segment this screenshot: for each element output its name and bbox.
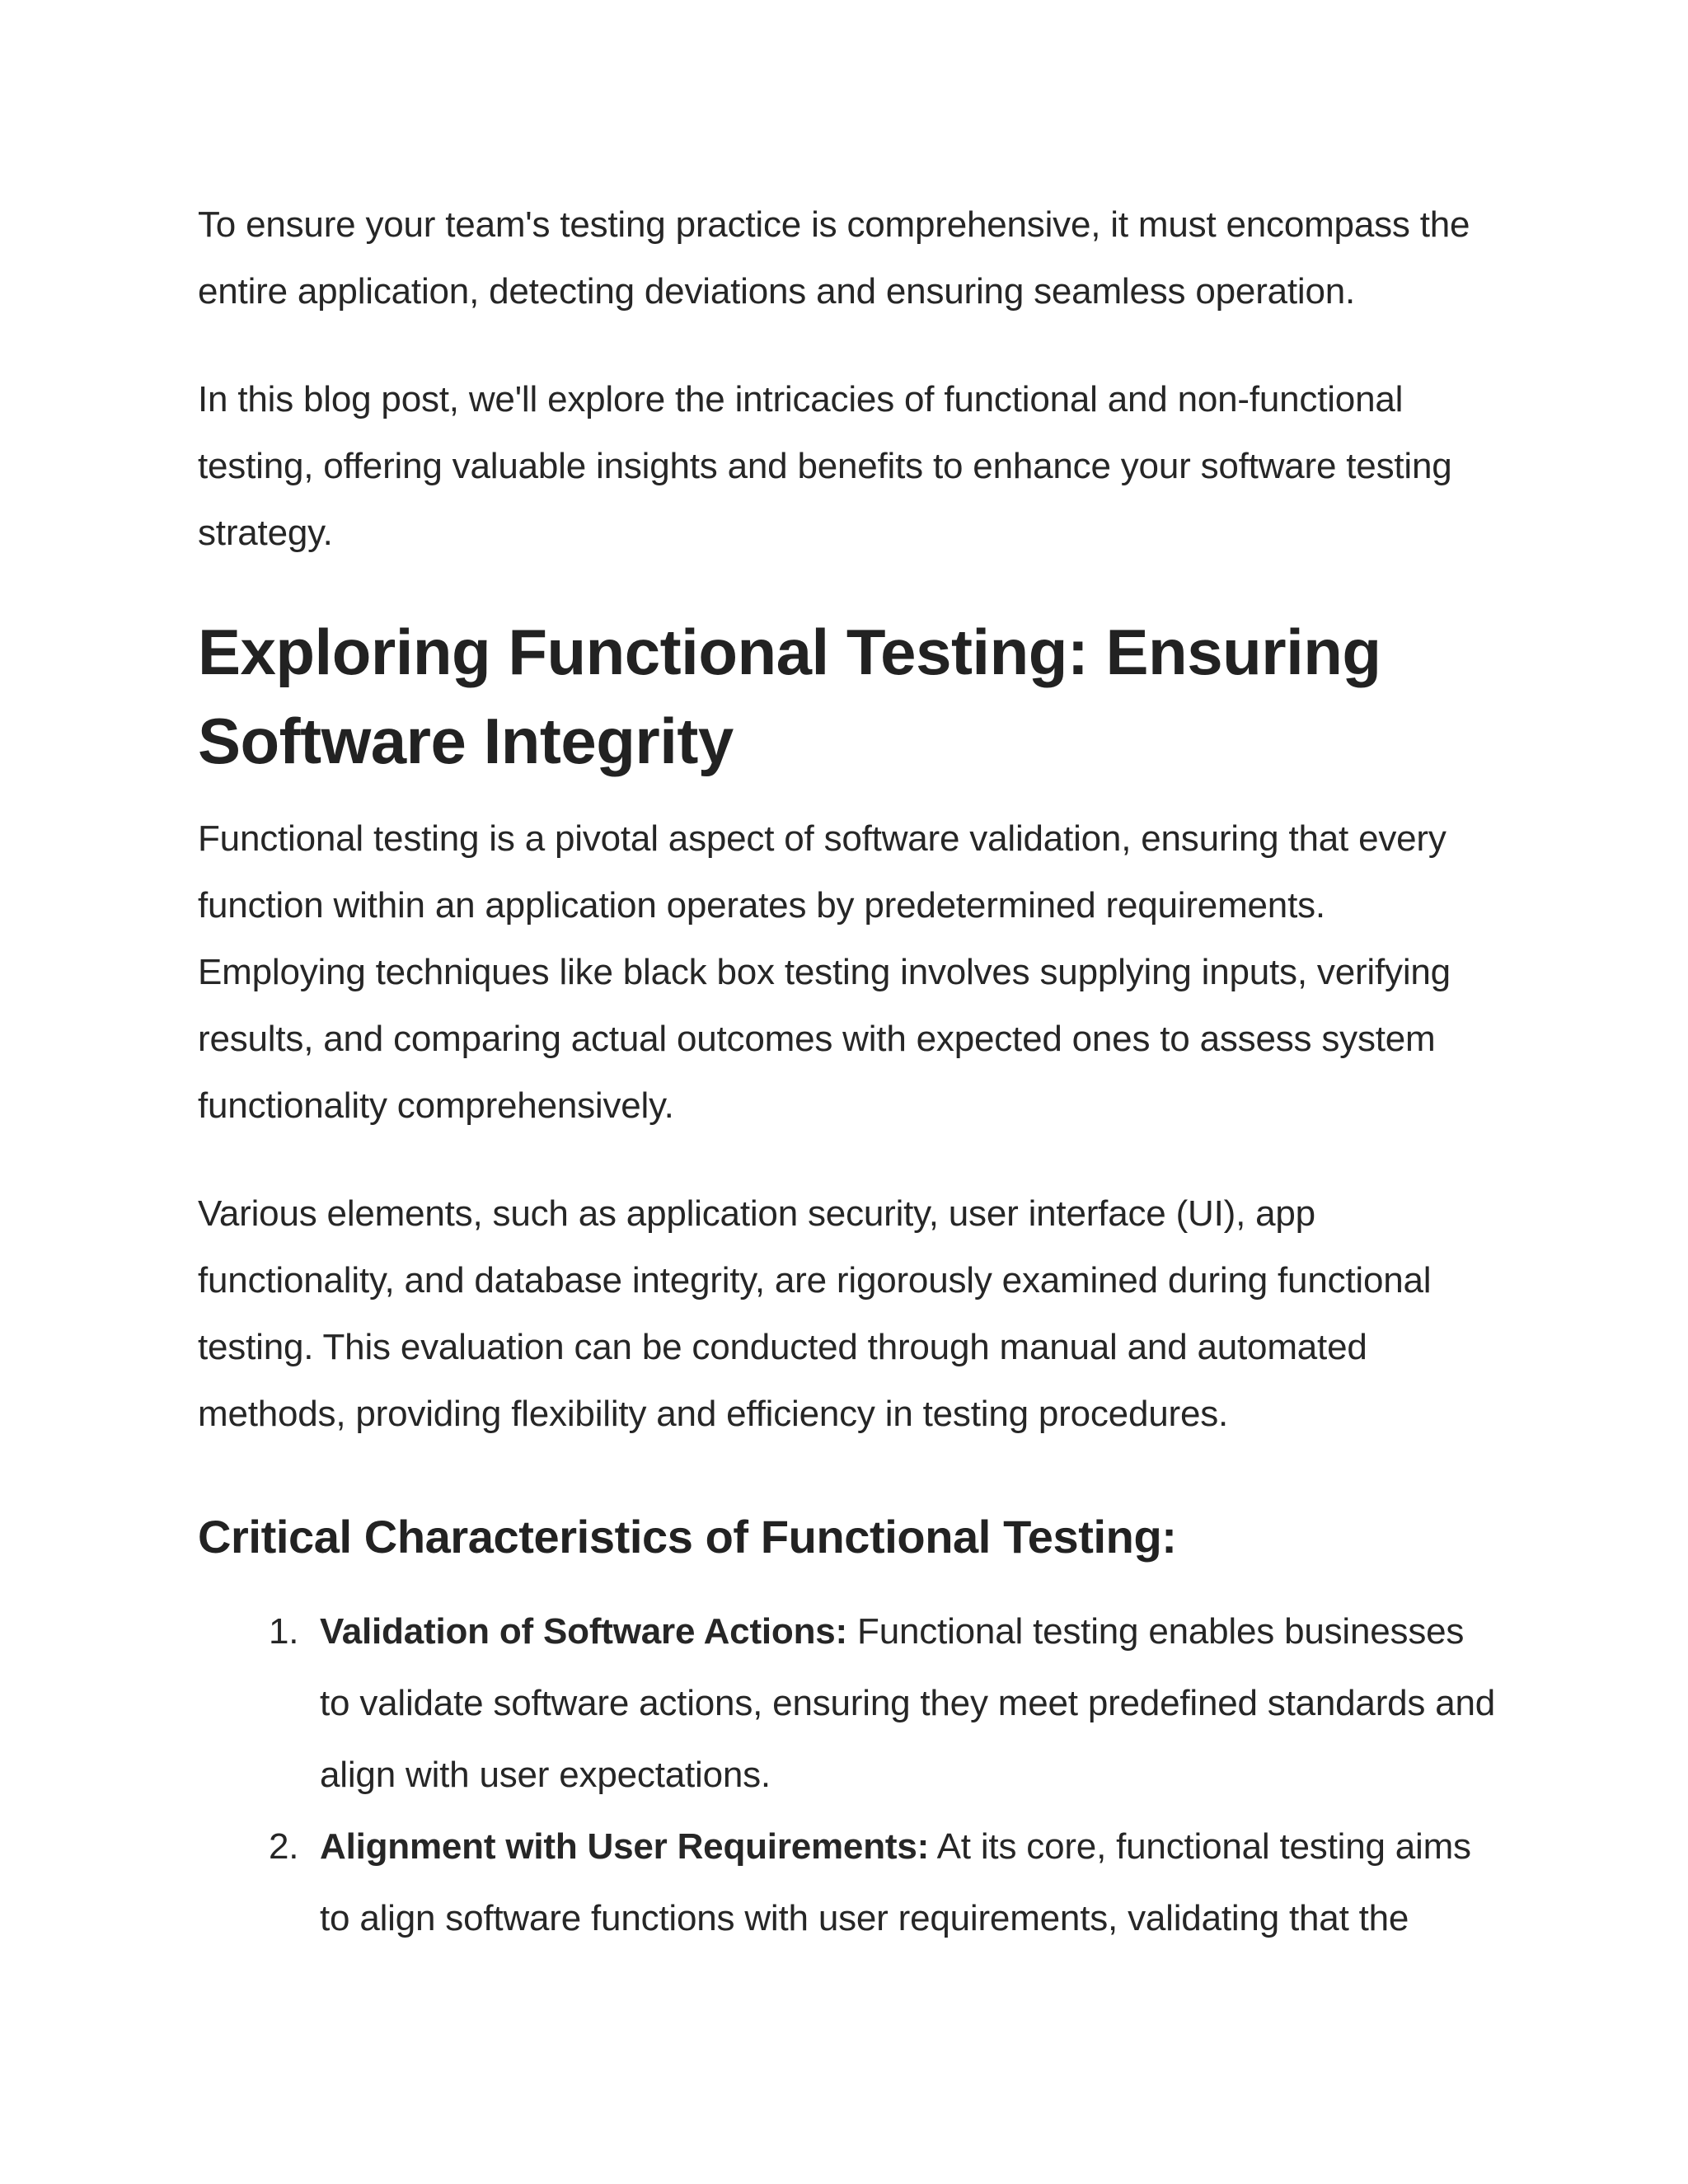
- intro-paragraph: In this blog post, we'll explore the intricacies of functional and non-functional testing, offering valuable insights and benefits to enhance your software testing strategy.: [198, 379, 1452, 553]
- list-item: [198, 1596, 1498, 1811]
- list-item-text: Functional testing enables businesses to validate software actions, ensuring they meet predefined standards and align with user expectations.: [320, 1611, 1496, 1795]
- list-item: [198, 1811, 1498, 1954]
- list-item-number: 1.: [269, 1611, 299, 1652]
- list-item-text: At its core, functional testing aims to align software functions with user requirements, validating that the: [320, 1826, 1471, 1938]
- subsection-heading: Critical Characteristics of Functional Testing:: [198, 1511, 1177, 1563]
- intro-paragraph: To ensure your team's testing practice is comprehensive, it must encompass the entire application, detecting deviations and ensuring seamless operation.: [198, 204, 1470, 312]
- list-item-number: 2.: [269, 1826, 299, 1867]
- section-paragraph: Various elements, such as application security, user interface (UI), app functionality, and database integrity, are rigorously examined during functional testing. This evaluation can be conducted through manual and automated methods, providing flexibility and efficiency in testing procedures.: [198, 1193, 1432, 1434]
- list-item-lead: Alignment with User Requirements:: [320, 1826, 930, 1867]
- section-paragraph: Functional testing is a pivotal aspect of software validation, ensuring that every function within an application operates by predetermined requirements. Employing techniques like black box testing involves supplying inputs, verifying results, and comparing actual outcomes with expected ones to assess system functionality comprehensively.: [198, 818, 1451, 1126]
- characteristics-list: [198, 1596, 1498, 1954]
- list-item-lead: Validation of Software Actions:: [320, 1611, 848, 1652]
- section-heading: Exploring Functional Testing: Ensuring Software Integrity: [198, 616, 1381, 777]
